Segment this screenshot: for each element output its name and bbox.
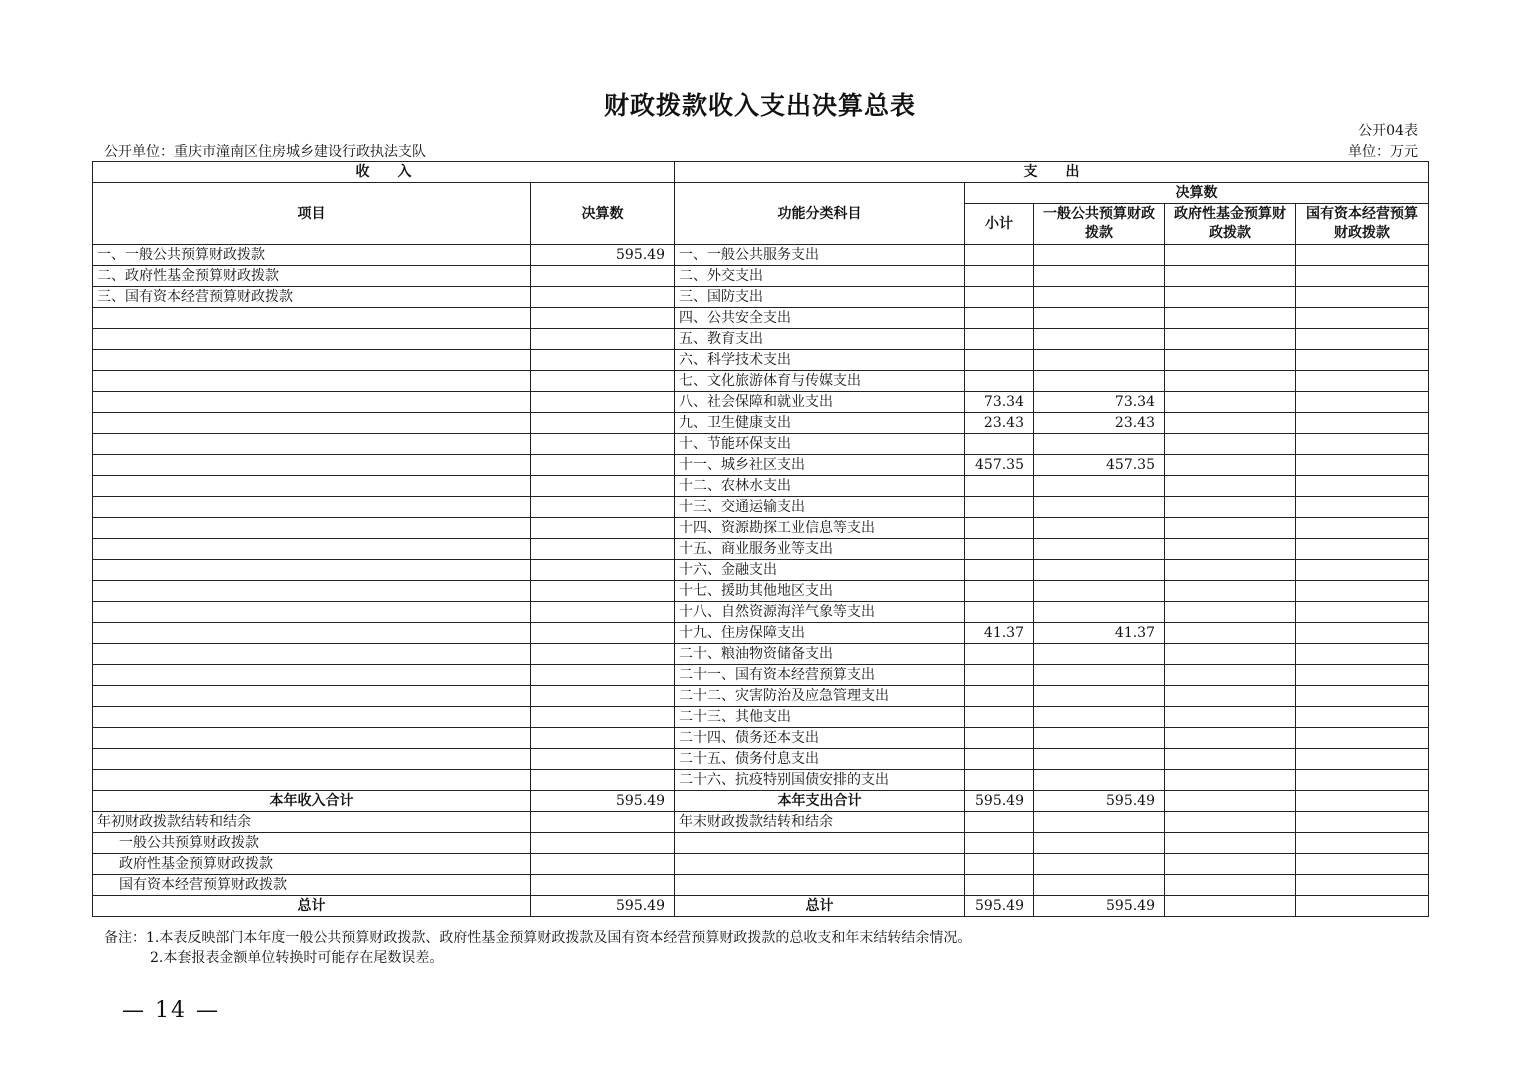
expense-item-cell: 五、教育支出 [675,329,965,350]
expense-item-cell: 八、社会保障和就业支出 [675,392,965,413]
gov-fund-cell [1165,518,1296,539]
currency-unit: 单位：万元 [1348,144,1418,160]
table-row [93,308,1429,329]
subtotal-cell [965,329,1034,350]
gov-fund-cell [1165,770,1296,791]
carryover-value-cell [1165,812,1296,833]
table-row [93,434,1429,455]
gen-budget-cell [1034,728,1165,749]
subtotal-cell: 41.37 [965,623,1034,644]
income-total-amount: 595.49 [531,791,675,812]
carryover-sub-amount [531,833,675,854]
income-item-cell [93,350,531,371]
gen-budget-cell [1034,518,1165,539]
income-item-cell [93,329,531,350]
state-capital-cell [1296,245,1429,266]
table-row [93,749,1429,770]
carryover-sub-value [1296,875,1429,896]
state-capital-cell [1296,476,1429,497]
expense-item-cell: 二十六、抗疫特别国债安排的支出 [675,770,965,791]
income-amount-cell [531,266,675,287]
state-capital-cell [1296,287,1429,308]
carryover-sub-expense [675,833,965,854]
gen-budget-header: 一般公共预算财政拨款 [1034,204,1165,245]
reporting-unit: 公开单位：重庆市潼南区住房城乡建设行政执法支队 [104,144,426,160]
subtotal-cell [965,308,1034,329]
income-total-label: 总计 [93,896,531,917]
expense-item-cell: 十三、交通运输支出 [675,497,965,518]
income-item-cell: 二、政府性基金预算财政拨款 [93,266,531,287]
income-amount-cell [531,644,675,665]
income-amount-cell [531,392,675,413]
state-capital-cell [1296,728,1429,749]
income-amount-cell [531,308,675,329]
carryover-sub-row [93,875,1429,896]
gov-fund-total [1165,896,1296,917]
carryover-sub-value [1165,854,1296,875]
gen-budget-cell: 457.35 [1034,455,1165,476]
expense-item-cell: 二十二、灾害防治及应急管理支出 [675,686,965,707]
income-amount-cell [531,350,675,371]
income-header: 收 入 [93,162,675,183]
gov-fund-cell [1165,665,1296,686]
carryover-sub-value [1296,833,1429,854]
gov-fund-cell [1165,455,1296,476]
income-item-cell [93,728,531,749]
state-capital-cell [1296,518,1429,539]
state-capital-cell [1296,644,1429,665]
carryover-sub-value [965,833,1034,854]
income-item-cell [93,686,531,707]
gov-fund-cell [1165,434,1296,455]
expense-item-cell: 二十三、其他支出 [675,707,965,728]
subtotal-cell [965,581,1034,602]
gen-budget-cell [1034,560,1165,581]
gen-budget-total: 595.49 [1034,896,1165,917]
carryover-sub-value [1165,833,1296,854]
carryover-value-cell [1296,812,1429,833]
expense-item-cell: 三、国防支出 [675,287,965,308]
gen-budget-cell [1034,434,1165,455]
gov-fund-cell [1165,287,1296,308]
gen-budget-cell [1034,602,1165,623]
table-row [93,518,1429,539]
gen-budget-cell [1034,476,1165,497]
subtotal-cell [965,644,1034,665]
state-capital-cell [1296,455,1429,476]
income-total-label: 本年收入合计 [93,791,531,812]
expense-item-cell: 十一、城乡社区支出 [675,455,965,476]
table-row [93,539,1429,560]
income-item-cell [93,707,531,728]
carryover-sub-value [1165,875,1296,896]
income-amount-cell [531,476,675,497]
carryover-sub-value [1034,854,1165,875]
expense-item-cell: 四、公共安全支出 [675,308,965,329]
table-row [93,623,1429,644]
subtotal-cell [965,371,1034,392]
expense-item-cell: 十四、资源勘探工业信息等支出 [675,518,965,539]
income-amount-cell [531,749,675,770]
gen-budget-cell [1034,266,1165,287]
table-row [93,560,1429,581]
income-item-cell [93,560,531,581]
gov-fund-cell [1165,707,1296,728]
gov-fund-cell [1165,497,1296,518]
gov-fund-cell [1165,413,1296,434]
carryover-sub-amount [531,875,675,896]
table-row [93,707,1429,728]
table-row [93,287,1429,308]
state-capital-cell [1296,350,1429,371]
gov-fund-cell [1165,749,1296,770]
income-item-cell [93,749,531,770]
expense-item-cell: 二十、粮油物资储备支出 [675,644,965,665]
subtotal-cell [965,539,1034,560]
table-row [93,602,1429,623]
state-capital-cell [1296,770,1429,791]
gen-budget-cell: 73.34 [1034,392,1165,413]
carryover-sub-item: 政府性基金预算财政拨款 [93,854,531,875]
income-amount-cell [531,329,675,350]
gen-budget-cell [1034,371,1165,392]
subtotal-cell [965,686,1034,707]
expense-total-label: 本年支出合计 [675,791,965,812]
gov-fund-cell [1165,245,1296,266]
expense-item-cell: 二、外交支出 [675,266,965,287]
income-amount-cell [531,770,675,791]
state-capital-cell [1296,560,1429,581]
form-number: 公开04表 [1358,123,1418,139]
gen-budget-cell [1034,749,1165,770]
expense-item-cell: 二十五、债务付息支出 [675,749,965,770]
gen-budget-cell [1034,308,1165,329]
subtotal-cell: 23.43 [965,413,1034,434]
income-item-cell [93,476,531,497]
expense-total-label: 总计 [675,896,965,917]
expense-item-cell: 六、科学技术支出 [675,350,965,371]
expense-item-cell: 十九、住房保障支出 [675,623,965,644]
income-amount-cell [531,581,675,602]
table-row [93,371,1429,392]
state-capital-cell [1296,707,1429,728]
gov-fund-cell [1165,308,1296,329]
table-row [93,581,1429,602]
subtotal-cell [965,749,1034,770]
income-amount-cell [531,497,675,518]
gov-fund-cell [1165,329,1296,350]
income-amount-cell [531,539,675,560]
gen-budget-cell [1034,686,1165,707]
carryover-sub-item: 一般公共预算财政拨款 [93,833,531,854]
state-capital-cell [1296,602,1429,623]
gen-budget-cell [1034,245,1165,266]
state-capital-cell [1296,266,1429,287]
carryover-sub-amount [531,854,675,875]
gov-fund-cell [1165,476,1296,497]
gen-budget-cell [1034,665,1165,686]
state-capital-total [1296,791,1429,812]
func-class-header: 功能分类科目 [675,183,965,245]
carryover-expense-label: 年末财政拨款结转和结余 [675,812,965,833]
state-capital-cell [1296,581,1429,602]
state-capital-cell [1296,371,1429,392]
carryover-sub-expense [675,854,965,875]
subtotal-cell [965,560,1034,581]
subtotal-cell: 457.35 [965,455,1034,476]
page-number: — 14 — [122,998,220,1023]
income-item-cell [93,623,531,644]
gov-fund-cell [1165,539,1296,560]
income-item-cell [93,770,531,791]
subtotal-cell [965,287,1034,308]
gov-fund-cell [1165,350,1296,371]
gov-fund-cell [1165,623,1296,644]
remark-line: 2.本套报表金额单位转换时可能存在尾数误差。 [150,950,444,966]
income-amount-cell [531,686,675,707]
income-amount-cell [531,560,675,581]
income-amount-cell [531,287,675,308]
carryover-sub-item: 国有资本经营预算财政拨款 [93,875,531,896]
grand-total-row [93,896,1429,917]
table-row [93,266,1429,287]
subtotal-cell [965,245,1034,266]
table-row [93,392,1429,413]
income-item-cell [93,371,531,392]
gen-budget-cell [1034,770,1165,791]
gov-fund-cell [1165,266,1296,287]
expense-item-cell: 十八、自然资源海洋气象等支出 [675,602,965,623]
item-header: 项目 [93,183,531,245]
income-total-amount: 595.49 [531,896,675,917]
table-row [93,497,1429,518]
gov-fund-cell [1165,728,1296,749]
income-item-cell [93,539,531,560]
state-capital-cell [1296,308,1429,329]
final-amount-header: 决算数 [531,183,675,245]
table-row [93,413,1429,434]
carryover-sub-value [1034,833,1165,854]
gov-fund-cell [1165,686,1296,707]
gen-budget-cell [1034,287,1165,308]
expense-item-cell: 十七、援助其他地区支出 [675,581,965,602]
income-amount-cell [531,413,675,434]
subtotal-cell [965,707,1034,728]
carryover-sub-row [93,833,1429,854]
state-capital-cell [1296,434,1429,455]
income-amount-cell [531,518,675,539]
expense-item-cell: 七、文化旅游体育与传媒支出 [675,371,965,392]
income-amount-cell [531,371,675,392]
table-row [93,455,1429,476]
annual-total-row [93,791,1429,812]
gen-budget-cell [1034,329,1165,350]
income-item-cell [93,308,531,329]
gen-budget-cell [1034,539,1165,560]
subtotal-cell [965,770,1034,791]
table-row [93,329,1429,350]
budget-summary-table [92,161,1429,917]
header-row-1 [93,162,1429,183]
income-item-cell [93,392,531,413]
state-capital-cell [1296,686,1429,707]
income-amount-cell [531,665,675,686]
expense-item-cell: 十六、金融支出 [675,560,965,581]
carryover-sub-value [1296,854,1429,875]
table-row [93,686,1429,707]
expense-item-cell: 十、节能环保支出 [675,434,965,455]
state-capital-total [1296,896,1429,917]
gen-budget-cell [1034,644,1165,665]
state-capital-cell [1296,497,1429,518]
income-item-cell [93,518,531,539]
carryover-sub-value [965,854,1034,875]
subtotal-cell [965,602,1034,623]
gen-budget-cell: 23.43 [1034,413,1165,434]
income-amount-cell [531,623,675,644]
income-item-cell [93,497,531,518]
income-amount-cell [531,455,675,476]
gov-fund-cell [1165,392,1296,413]
expense-item-cell: 十五、商业服务业等支出 [675,539,965,560]
final-amount-group-header: 决算数 [965,183,1429,204]
carryover-sub-expense [675,875,965,896]
income-item-cell: 三、国有资本经营预算财政拨款 [93,287,531,308]
state-capital-cell [1296,539,1429,560]
subtotal-cell [965,434,1034,455]
gov-fund-total [1165,791,1296,812]
table-row [93,245,1429,266]
expense-item-cell: 一、一般公共服务支出 [675,245,965,266]
gov-fund-cell [1165,644,1296,665]
gen-budget-cell [1034,707,1165,728]
carryover-row [93,812,1429,833]
gov-fund-header: 政府性基金预算财政拨款 [1165,204,1296,245]
income-item-cell [93,602,531,623]
table-row [93,728,1429,749]
gov-fund-cell [1165,371,1296,392]
gen-budget-cell [1034,350,1165,371]
header-row-2 [93,183,1429,204]
gov-fund-cell [1165,581,1296,602]
subtotal-header: 小计 [965,204,1034,245]
gen-budget-total: 595.49 [1034,791,1165,812]
gen-budget-cell [1034,581,1165,602]
carryover-value-cell [1034,812,1165,833]
income-amount-cell: 595.49 [531,245,675,266]
carryover-sub-value [1034,875,1165,896]
gen-budget-cell [1034,497,1165,518]
gov-fund-cell [1165,602,1296,623]
carryover-sub-value [965,875,1034,896]
subtotal-cell [965,518,1034,539]
subtotal-total: 595.49 [965,791,1034,812]
table-row [93,665,1429,686]
subtotal-cell [965,476,1034,497]
expense-item-cell: 十二、农林水支出 [675,476,965,497]
subtotal-cell [965,728,1034,749]
gov-fund-cell [1165,560,1296,581]
income-item-cell [93,413,531,434]
state-capital-cell [1296,392,1429,413]
expense-item-cell: 二十四、债务还本支出 [675,728,965,749]
subtotal-total: 595.49 [965,896,1034,917]
income-item-cell [93,455,531,476]
state-capital-cell [1296,623,1429,644]
carryover-income-label: 年初财政拨款结转和结余 [93,812,531,833]
subtotal-cell [965,497,1034,518]
state-capital-cell [1296,749,1429,770]
income-item-cell [93,434,531,455]
income-amount-cell [531,728,675,749]
expense-item-cell: 九、卫生健康支出 [675,413,965,434]
income-item-cell: 一、一般公共预算财政拨款 [93,245,531,266]
subtotal-cell: 73.34 [965,392,1034,413]
remark-line: 备注：1.本表反映部门本年度一般公共预算财政拨款、政府性基金预算财政拨款及国有资本经营预算财政拨款的总收支和年末结转结余情况。 [104,930,972,946]
subtotal-cell [965,266,1034,287]
table-row [93,476,1429,497]
income-item-cell [93,581,531,602]
subtotal-cell [965,665,1034,686]
state-capital-header: 国有资本经营预算财政拨款 [1296,204,1429,245]
income-item-cell [93,644,531,665]
page-title: 财政拨款收入支出决算总表 [603,91,916,120]
state-capital-cell [1296,413,1429,434]
table-row [93,644,1429,665]
carryover-income-amount [531,812,675,833]
expense-header: 支 出 [675,162,1429,183]
carryover-sub-row [93,854,1429,875]
table-row [93,770,1429,791]
table-row [93,350,1429,371]
gen-budget-cell: 41.37 [1034,623,1165,644]
expense-item-cell: 二十一、国有资本经营预算支出 [675,665,965,686]
income-amount-cell [531,707,675,728]
income-amount-cell [531,434,675,455]
income-item-cell [93,665,531,686]
state-capital-cell [1296,665,1429,686]
state-capital-cell [1296,329,1429,350]
remarks [104,928,971,968]
carryover-value-cell [965,812,1034,833]
subtotal-cell [965,350,1034,371]
income-amount-cell [531,602,675,623]
